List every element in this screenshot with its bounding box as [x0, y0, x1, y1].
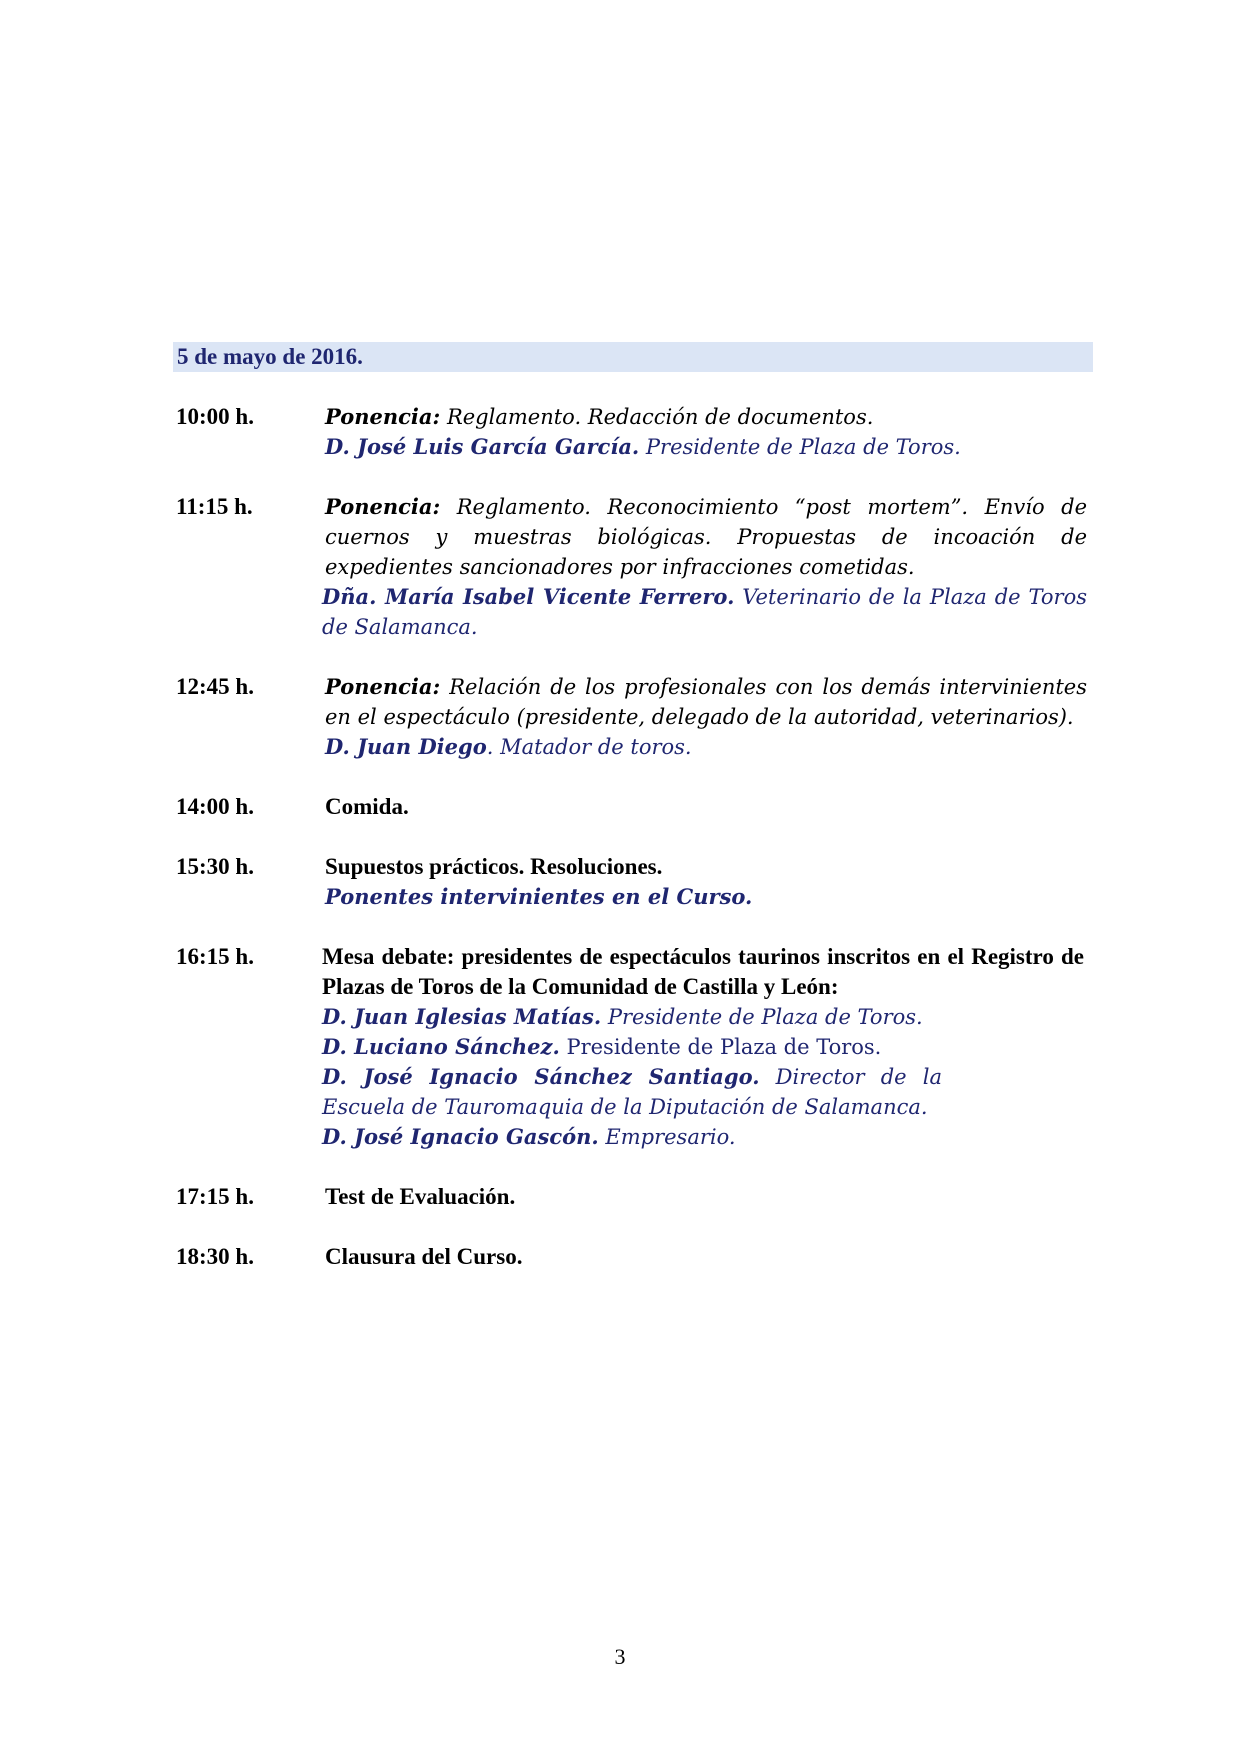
entry-text: Relación de los profesionales con los demás intervinientes en el espectáculo (presidente, delegado de la autoridad, veterinarios).	[325, 675, 1087, 729]
date-header-bar	[173, 342, 1093, 372]
panelist	[322, 1062, 942, 1122]
entry-time: 14:00 h.	[176, 794, 254, 819]
entry-time: 16:15 h.	[176, 944, 254, 969]
panelist-role: Presidente de Plaza de Toros.	[601, 1005, 923, 1029]
page-number: 3	[614, 1644, 626, 1669]
panelist-role: Presidente de Plaza de Toros.	[559, 1035, 882, 1059]
entry-body	[325, 792, 1087, 822]
panelist-name: D. José Ignacio Sánchez Santiago.	[322, 1064, 760, 1089]
entry-label: Ponencia:	[325, 674, 441, 699]
date-header: 5 de mayo de 2016.	[177, 344, 363, 369]
entry-time: 17:15 h.	[176, 1184, 254, 1209]
entry-text: Reglamento. Reconocimiento “post mortem”. Envío de cuernos y muestras biológicas. Propuestas de incoación de expedientes sancionadores por infracciones cometidas.	[325, 495, 1087, 579]
entry-body	[325, 852, 1087, 912]
entry-title: Clausura del Curso.	[325, 1244, 523, 1269]
speaker-name: D. José Luis García García.	[325, 434, 640, 459]
entry-body	[325, 1182, 1087, 1212]
entry-time: 15:30 h.	[176, 854, 254, 879]
entry-body	[322, 942, 1084, 1152]
entry-body	[325, 402, 1087, 462]
entry-title: Supuestos prácticos. Resoluciones.	[325, 854, 663, 879]
entry-text: Reglamento. Redacción de documentos.	[440, 405, 874, 429]
entry-title: Test de Evaluación.	[325, 1184, 516, 1209]
entry-body	[325, 1242, 1087, 1272]
entry-title: Mesa debate: presidentes de espectáculos taurinos inscritos en el Registro de Plazas de Toros de la Comunidad de Castilla y León:	[322, 944, 1084, 999]
entry-time: 11:15 h.	[176, 494, 253, 519]
speaker-name: Dña. María Isabel Vicente Ferrero.	[322, 584, 735, 609]
panelist	[322, 1122, 1084, 1152]
speaker-role: Presidente de Plaza de Toros.	[639, 435, 961, 459]
panelist-name: D. Luciano Sánchez.	[322, 1034, 560, 1059]
entry-title: Comida.	[325, 794, 409, 819]
panelist-role: Director de la Escuela de Tauromaquia de la Diputación de Salamanca.	[322, 1065, 942, 1119]
panelist-name: D. Juan Iglesias Matías.	[322, 1004, 602, 1029]
entry-time: 12:45 h.	[176, 674, 254, 699]
panelist-name: D. José Ignacio Gascón.	[322, 1124, 599, 1149]
entry-time: 10:00 h.	[176, 404, 254, 429]
entry-label: Ponencia:	[325, 404, 441, 429]
entry-body	[325, 672, 1087, 762]
entry-time: 18:30 h.	[176, 1244, 254, 1269]
speaker-name: D. Juan Diego	[325, 734, 487, 759]
speaker-name: Ponentes intervinientes en el Curso.	[325, 884, 753, 909]
panelist	[322, 1032, 1084, 1062]
panelist-role: Empresario.	[598, 1125, 736, 1149]
speaker-role: . Matador de toros.	[486, 735, 692, 759]
speaker-role: Veterinario de la Plaza de Toros de Salamanca.	[322, 585, 1087, 639]
panelist	[322, 1002, 1084, 1032]
entry-label: Ponencia:	[325, 494, 441, 519]
entry-body	[322, 492, 1087, 642]
